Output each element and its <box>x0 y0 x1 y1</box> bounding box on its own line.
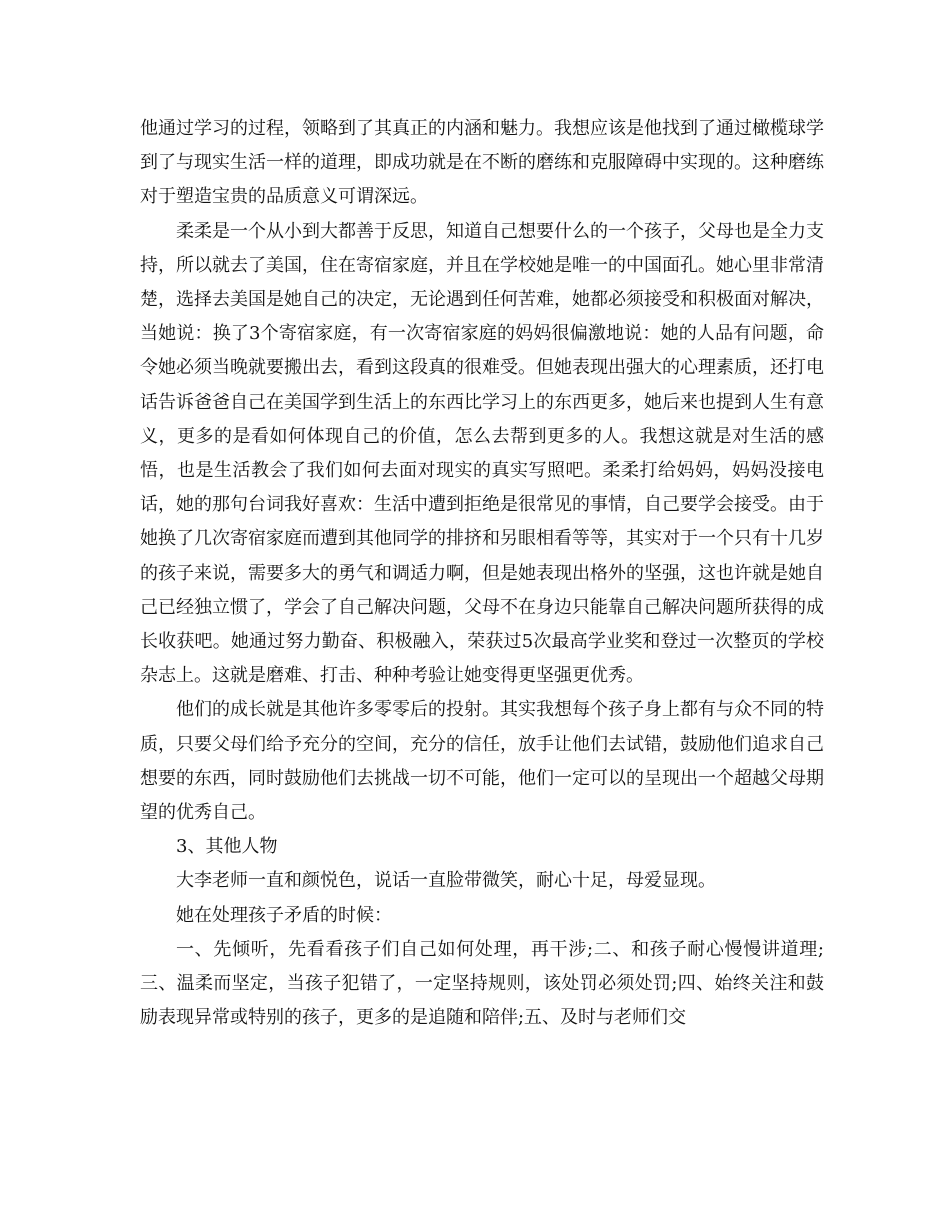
paragraph-rourou-story: 柔柔是一个从小到大都善于反思，知道自己想要什么的一个孩子，父母也是全力支持，所以就去了美国，住在寄宿家庭，并且在学校她是唯一的中国面孔。她心里非常清楚，选择去美国是她自己的决定，无论遇到任何苦难，她都必须接受和积极面对解决，当她说：换了3个寄宿家庭，有一次寄宿家庭的妈妈很偏激地说：她的人品有问题，命令她必须当晚就要搬出去，看到这段真的很难受。但她表现出强大的心理素质，还打电话告诉爸爸自己在美国学到生活上的东西比学习上的东西更多，她后来也提到人生有意义，更多的是看如何体现自己的价值，怎么去帮到更多的人。我想这就是对生活的感悟，也是生活教会了我们如何去面对现实的真实写照吧。柔柔打给妈妈，妈妈没接电话，她的那句台词我好喜欢：生活中遭到拒绝是很常见的事情，自己要学会接受。由于她换了几次寄宿家庭而遭到其他同学的排挤和另眼相看等等，其实对于一个只有十几岁的孩子来说，需要多大的勇气和调适力啊，但是她表现出格外的坚强，这也许就是她自己已经独立惯了，学会了自己解决问题，父母不在身边只能靠自己解决问题所获得的成长收获吧。她通过努力勤奋、积极融入，荣获过5次最高学业奖和登过一次整页的学校杂志上。这就是磨难、打击、种种考验让她变得更坚强更优秀。 <box>140 220 824 687</box>
paragraph-conflict-intro: 她在处理孩子矛盾的时候： <box>176 904 392 926</box>
paragraph-post-00s-reflection: 他们的成长就是其他许多零零后的投射。其实我想每个孩子身上都有与众不同的特质，只要父母们给予充分的空间，充分的信任，放手让他们去试错，鼓励他们追求自己想要的东西，同时鼓励他们去挑战一切不可能，他们一定可以的呈现出一个超越父母期望的优秀自己。 <box>140 699 824 824</box>
section-heading-other-characters: 3、其他人物 <box>176 836 278 858</box>
paragraph-conflict-steps: 一、先倾听，先看看孩子们自己如何处理，再干涉;二、和孩子耐心慢慢讲道理;三、温柔而坚定，当孩子犯错了，一定坚持规则，该处罚必须处罚;四、始终关注和鼓励表现异常或特别的孩子，更多的是追随和陪伴;五、及时与老师们交 <box>140 938 824 1029</box>
paragraph-rugby-reflection: 他通过学习的过程，领略到了其真正的内涵和魅力。我想应该是他找到了通过橄榄球学到了与现实生活一样的道理，即成功就是在不断的磨练和克服障碍中实现的。这种磨练对于塑造宝贵的品质意义可谓深远。 <box>140 118 824 208</box>
paragraph-teacher-li: 大李老师一直和颜悦色，说话一直脸带微笑，耐心十足，母爱显现。 <box>176 870 716 892</box>
document-page <box>140 112 824 1035</box>
